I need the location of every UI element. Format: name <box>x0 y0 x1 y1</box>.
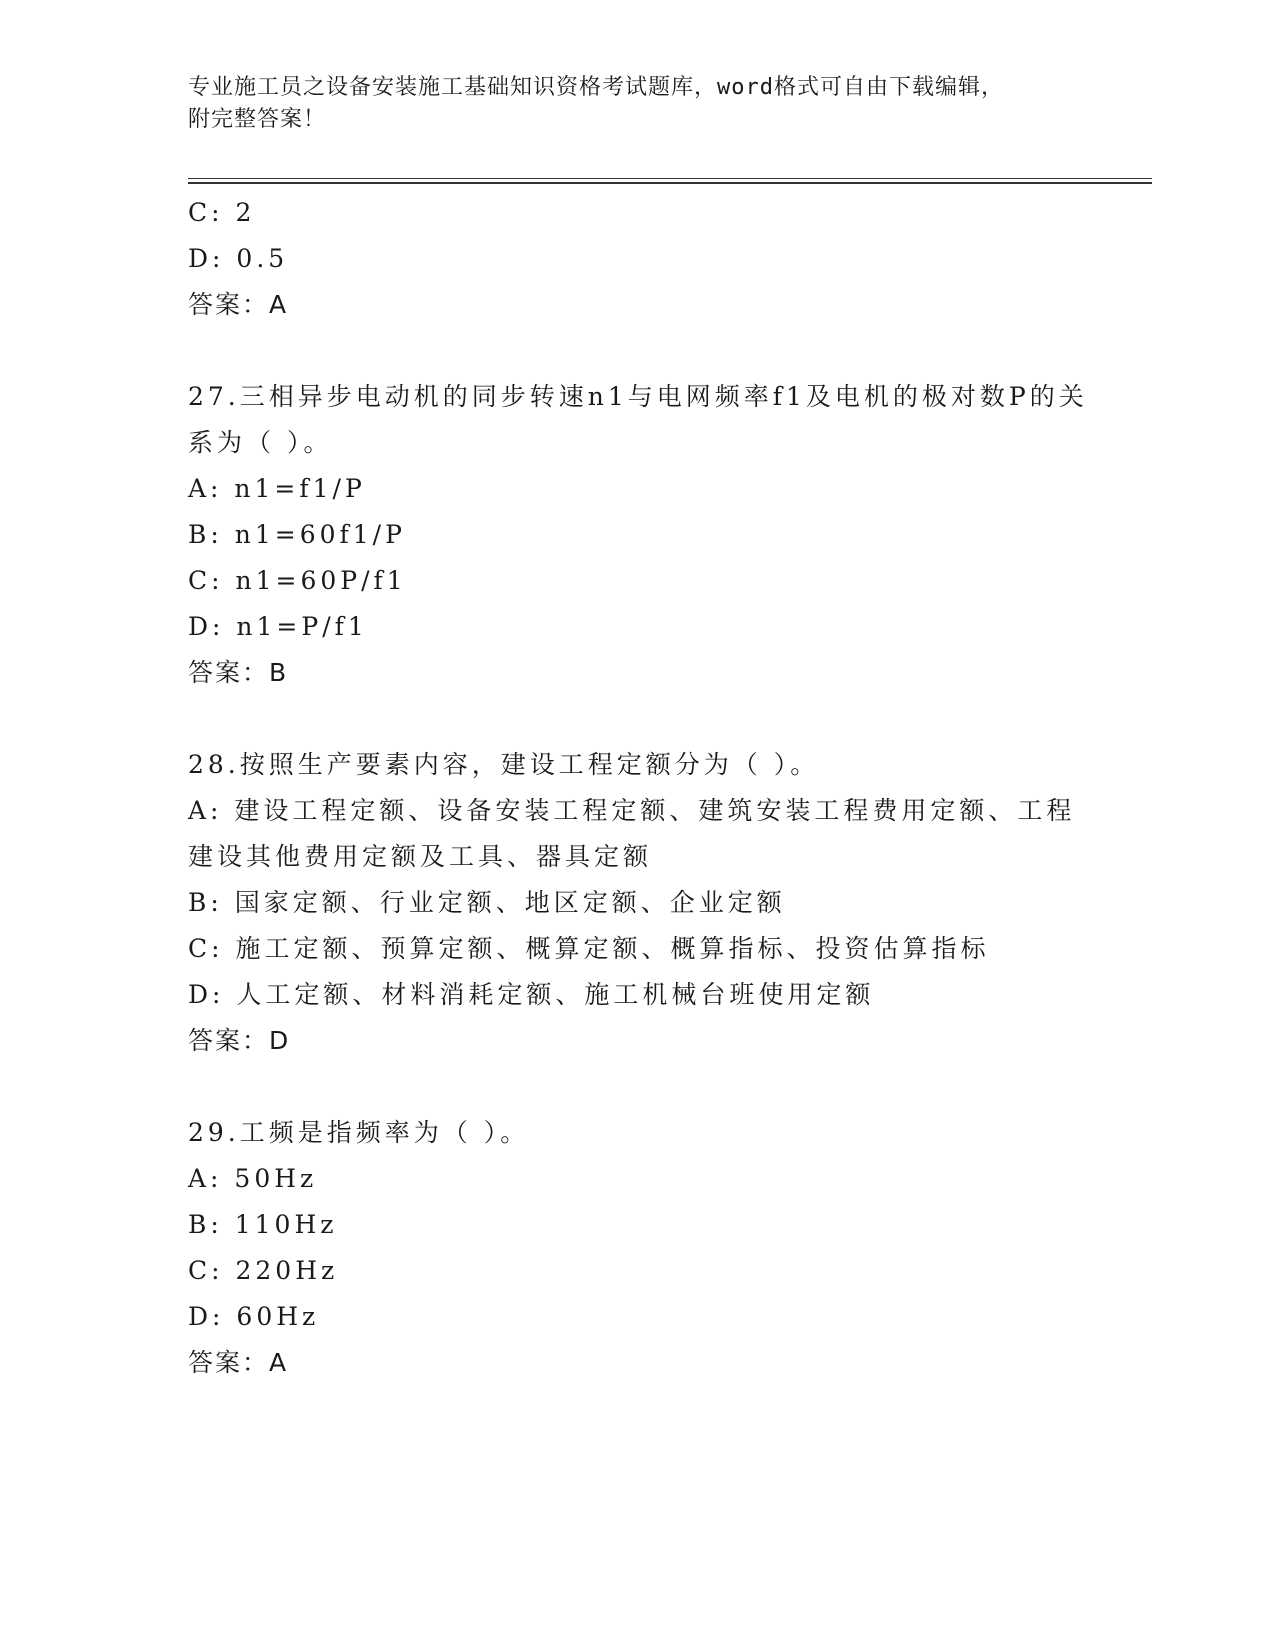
option-c: C: 220Hz <box>188 1256 339 1285</box>
header-title-line-1: 专业施工员之设备安装施工基础知识资格考试题库，word格式可自由下载编辑， <box>188 75 1004 100</box>
question-29 <box>188 1110 1088 1386</box>
question-text: 27.三相异步电动机的同步转速n1与电网频率f1及电机的极对数P的关系为（ ）。 <box>188 382 1088 457</box>
answer-line: 答案：A <box>188 290 289 319</box>
option-d: D: 人工定额、材料消耗定额、施工机械台班使用定额 <box>188 980 875 1009</box>
header-divider-thin <box>188 178 1152 179</box>
answer-line: 答案：A <box>188 1348 289 1377</box>
header-title-line-2: 附完整答案！ <box>188 107 327 132</box>
header-divider-thick <box>188 182 1152 184</box>
question-27 <box>188 374 1088 696</box>
question-spacer <box>188 1064 1088 1110</box>
option-c: C: n1=60P/f1 <box>188 566 407 595</box>
option-d: D: n1=P/f1 <box>188 612 368 641</box>
question-text: 28.按照生产要素内容，建设工程定额分为（ ）。 <box>188 750 820 779</box>
option-d: D: 60Hz <box>188 1302 320 1331</box>
question-26-tail <box>188 190 1088 328</box>
question-28 <box>188 742 1088 1064</box>
option-b: B: 110Hz <box>188 1210 338 1239</box>
document-header <box>188 72 1088 136</box>
option-d: D: 0.5 <box>188 244 289 273</box>
question-spacer <box>188 696 1088 742</box>
option-a: A: n1=f1/P <box>188 474 366 503</box>
question-spacer <box>188 328 1088 374</box>
answer-line: 答案：D <box>188 1026 291 1055</box>
option-b: B: 国家定额、行业定额、地区定额、企业定额 <box>188 888 786 917</box>
option-c: C: 施工定额、预算定额、概算定额、概算指标、投资估算指标 <box>188 934 990 963</box>
option-a: A: 50Hz <box>188 1164 318 1193</box>
option-c: C: 2 <box>188 198 256 227</box>
question-text: 29.工频是指频率为（ ）。 <box>188 1118 530 1147</box>
option-a: A: 建设工程定额、设备安装工程定额、建筑安装工程费用定额、工程建设其他费用定额及工具、器具定额 <box>188 796 1076 871</box>
question-list <box>188 190 1088 1386</box>
answer-line: 答案：B <box>188 658 289 687</box>
option-b: B: n1=60f1/P <box>188 520 406 549</box>
